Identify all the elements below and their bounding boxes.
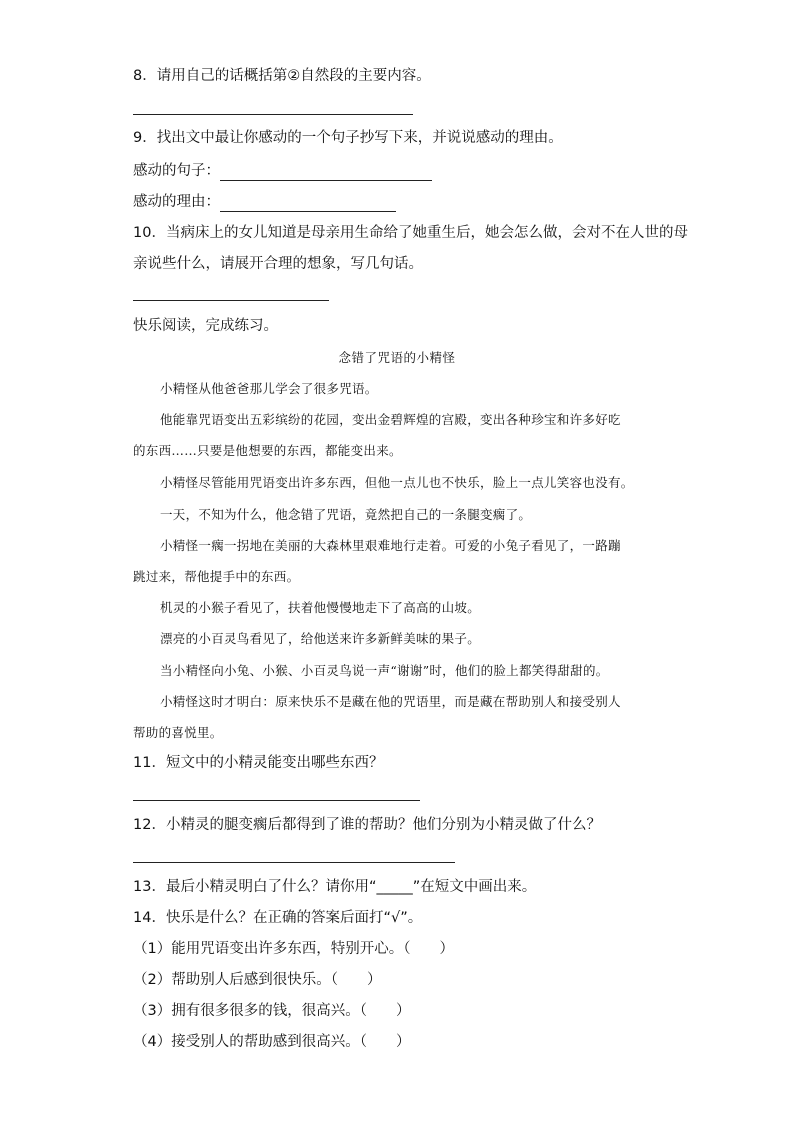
q14-option-4[interactable]: （4）接受别人的帮助感到很高兴。（ ） (133, 1034, 411, 1050)
passage-paragraph-9-line-2: 帮助的喜悦里。 (133, 725, 223, 740)
q14-option-1[interactable]: （1）能用咒语变出许多东西，特别开心。（ ） (133, 941, 454, 957)
question-10-line-2: 亲说些什么，请展开合理的想象，写几句话。 (133, 256, 423, 272)
passage-paragraph-4: 一天，不知为什么，他念错了咒语，竟然把自己的一条腿变瘸了。 (160, 507, 532, 522)
question-8: 8．请用自己的话概括第②自然段的主要内容。 (133, 68, 431, 84)
answer-line-q10[interactable] (133, 300, 329, 301)
answer-line-q11[interactable] (133, 800, 420, 801)
question-10-line-1: 10．当病床上的女儿知道是母亲用生命给了她重生后，她会怎么做，会对不在人世的母 (133, 225, 688, 241)
question-9: 9．找出文中最让你感动的一个句子抄写下来，并说说感动的理由。 (133, 130, 563, 146)
q9-reason-row (133, 192, 396, 212)
passage-paragraph-2-line-1: 他能靠咒语变出五彩缤纷的花园，变出金碧辉煌的宫殿，变出各种珍宝和许多好吃 (160, 412, 621, 427)
answer-line-q8[interactable] (133, 114, 413, 115)
passage-paragraph-1: 小精怪从他爸爸那儿学会了很多咒语。 (160, 381, 378, 396)
passage-paragraph-8: 当小精怪向小兔、小猴、小百灵鸟说一声“谢谢”时，他们的脸上都笑得甜甜的。 (160, 663, 609, 678)
passage-title: 念错了咒语的小精怪 (338, 350, 456, 365)
q9-sentence-answer-line[interactable] (220, 164, 432, 181)
passage-paragraph-5-line-2: 跳过来，帮他提手中的东西。 (133, 569, 300, 584)
question-14: 14．快乐是什么？在正确的答案后面打“√”。 (133, 910, 423, 926)
reading-intro: 快乐阅读，完成练习。 (133, 318, 278, 334)
question-13: 13．最后小精灵明白了什么？请你用“_____”在短文中画出来。 (133, 879, 537, 895)
passage-paragraph-5-line-1: 小精怪一瘸一拐地在美丽的大森林里艰难地行走着。可爱的小兔子看见了，一路蹦 (160, 538, 621, 553)
passage-paragraph-7: 漂亮的小百灵鸟看见了，给他送来许多新鲜美味的果子。 (160, 631, 481, 646)
q9-reason-answer-line[interactable] (220, 195, 396, 212)
passage-paragraph-3: 小精怪尽管能用咒语变出许多东西，但他一点儿也不快乐，脸上一点儿笑容也没有。 (160, 475, 634, 490)
question-12: 12．小精灵的腿变瘸后都得到了谁的帮助？他们分别为小精灵做了什么？ (133, 817, 601, 833)
passage-paragraph-2-line-2: 的东西……只要是他想要的东西，都能变出来。 (133, 443, 402, 458)
q9-reason-label: 感动的理由： (133, 194, 220, 210)
q14-option-3[interactable]: （3）拥有很多很多的钱，很高兴。（ ） (133, 1003, 411, 1019)
question-11: 11．短文中的小精灵能变出哪些东西？ (133, 755, 384, 771)
answer-line-q12[interactable] (133, 862, 455, 863)
passage-paragraph-6: 机灵的小猴子看见了，扶着他慢慢地走下了高高的山坡。 (160, 600, 481, 615)
passage-paragraph-9-line-1: 小精怪这时才明白：原来快乐不是藏在他的咒语里，而是藏在帮助别人和接受别人 (160, 694, 621, 709)
q9-sentence-label: 感动的句子： (133, 163, 220, 179)
q9-sentence-row (133, 161, 432, 181)
q14-option-2[interactable]: （2）帮助别人后感到很快乐。（ ） (133, 972, 382, 988)
